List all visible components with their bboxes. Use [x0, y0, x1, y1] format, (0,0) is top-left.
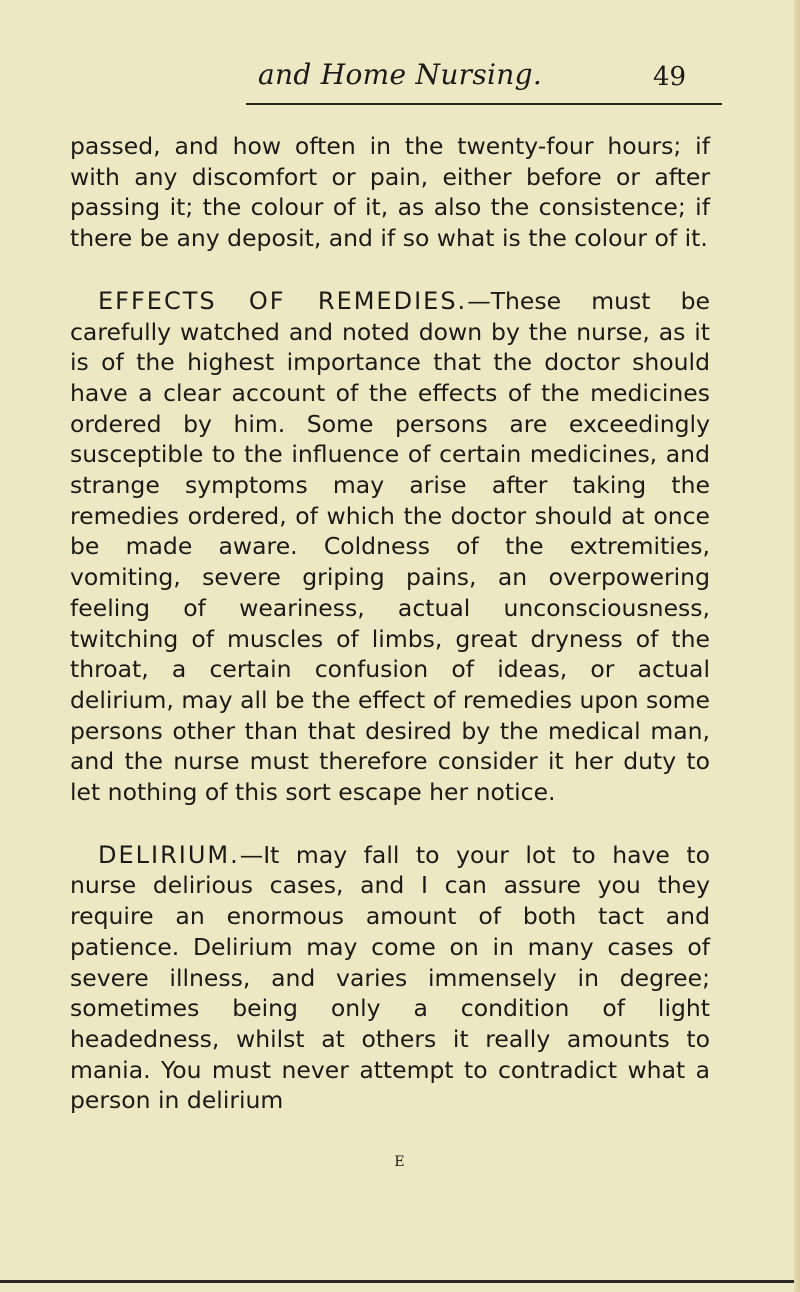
section-heading: EFFECTS OF REMEDIES.	[98, 286, 468, 315]
paragraph-urine-observation	[70, 131, 710, 254]
body-text	[70, 131, 710, 1116]
header-rule	[246, 103, 722, 105]
paragraph-effects-of-remedies	[70, 286, 710, 808]
paragraph-text: —These must be carefully watched and noted down by the nurse, as it is of the highest importance that the doctor should have a clear account of the effects of the medicines ordered by him. Some persons are exceedingly susceptible to the influence of certain medicines, and strange symptoms may arise after taking the remedies ordered, of which the doctor should at once be made aware. Coldness of the extremities, vomiting, severe griping pains, an overpowering feeling of weariness, actual unconsciousness, twitching of muscles of limbs, great dryness of the throat, a certain confusion of ideas, or actual delirium, may all be the effect of remedies upon some persons other than that desired by the medical man, and the nurse must therefore consider it her duty to let nothing of this sort escape her notice.	[70, 286, 710, 807]
paragraph-delirium	[70, 840, 710, 1116]
page-number: 49	[653, 62, 687, 92]
page-edge	[794, 0, 800, 1292]
bottom-rule	[0, 1280, 800, 1283]
paragraph-text: —It may fall to your lot to have to nurse delirious cases, and I can assure you they require an enormous amount of both tact and patience. Delirium may come on in many cases of severe illness, and varies immensely in degree; sometimes being only a condition of light headedness, whilst at others it really amounts to mania. You must never attempt to contradict what a person in delirium	[70, 840, 710, 1115]
signature-mark: E	[394, 1154, 406, 1170]
section-heading: DELIRIUM.	[98, 840, 240, 869]
paragraph-text: passed, and how often in the twenty-four hours; if with any discomfort or pain, either before or after passing it; the colour of it, as also the consistence; if there be any deposit, and if so what is the colour of it.	[70, 132, 710, 253]
page-header	[0, 56, 800, 106]
running-head: and Home Nursing.	[258, 58, 543, 91]
